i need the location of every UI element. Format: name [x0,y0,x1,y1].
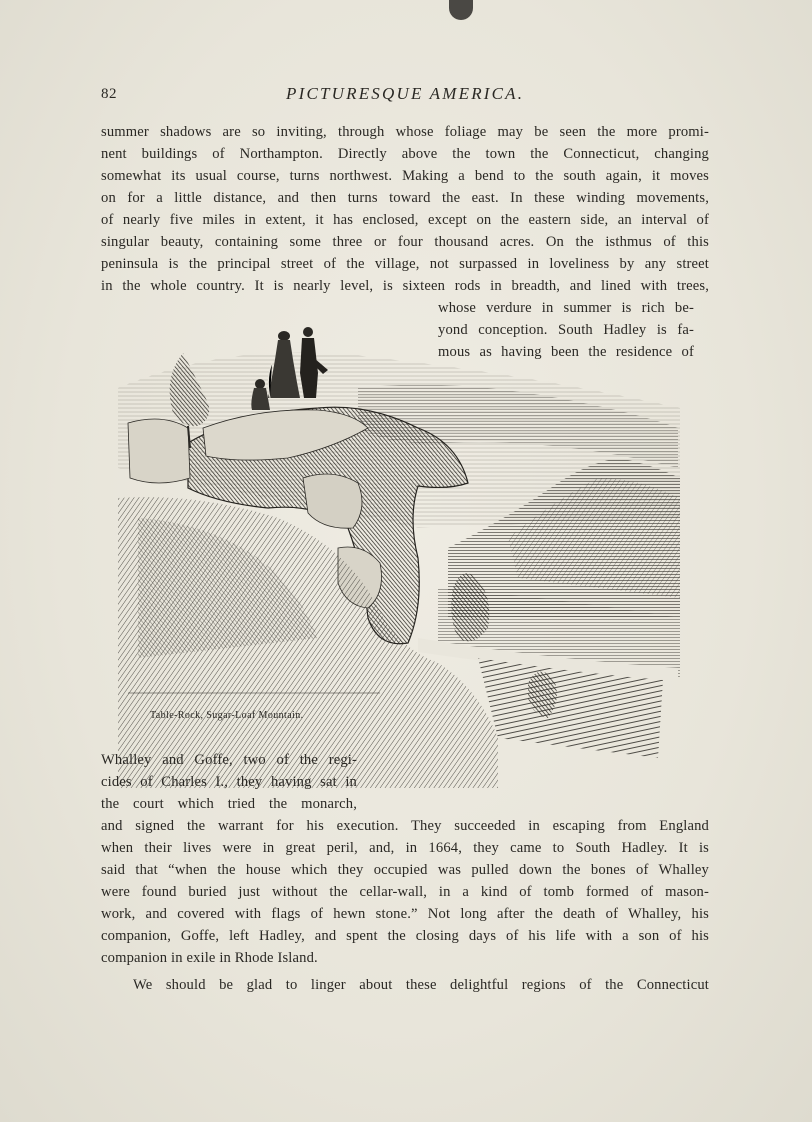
text-line: somewhat its usual course, turns northwest. Making a bend to the south again, it moves [101,168,709,184]
text-line: whose verdure in summer is rich be- [438,300,694,316]
text-line: summer shadows are so inviting, through whose foliage may be seen the more promi- [101,124,709,140]
text-line: were found buried just without the cellar-wall, in a kind of tomb formed of mason- [101,884,709,900]
text-line: companion in exile in Rhode Island. [101,950,318,966]
text-line: in the whole country. It is nearly level, is sixteen rods in breadth, and lined with trees, [101,278,709,294]
text-line: yond conception. South Hadley is fa- [438,322,694,338]
text-line: companion, Goffe, left Hadley, and spent the closing days of his life with a son of his [101,928,709,944]
running-head [101,84,709,108]
text-line: Whalley and Goffe, two of the regi- [101,752,357,768]
text-line: peninsula is the principal street of the village, not surpassed in loveliness by any street [101,256,709,272]
page-number: 82 [101,86,117,102]
text-line: mous as having been the residence of [438,344,694,360]
text-line: singular beauty, containing some three or four thousand acres. On the isthmus of this [101,234,709,250]
text-line: work, and covered with flags of hewn stone.” Not long after the death of Whalley, his [101,906,709,922]
text-line: and signed the warrant for his execution. They succeeded in escaping from England [101,818,709,834]
text-line: nent buildings of Northampton. Directly above the town the Connecticut, changing [101,146,709,162]
running-title: PICTURESQUE AMERICA. [286,84,525,103]
illustration-caption: Table-Rock, Sugar-Loaf Mountain. [150,710,304,721]
text-line: said that “when the house which they occupied was pulled down the bones of Whalley [101,862,709,878]
text-line: the court which tried the monarch, [101,796,357,812]
text-line: on for a little distance, and then turns toward the east. In these winding movements, [101,190,709,206]
text-line: cides of Charles I., they having sat in [101,774,357,790]
text-line: of nearly five miles in extent, it has enclosed, except on the eastern side, an interval of [101,212,709,228]
text-line: when their lives were in great peril, and, in 1664, they came to South Hadley. It is [101,840,709,856]
paragraph-start-line: We should be glad to linger about these delightful regions of the Connecticut [133,977,709,993]
binding-hole [449,0,473,20]
